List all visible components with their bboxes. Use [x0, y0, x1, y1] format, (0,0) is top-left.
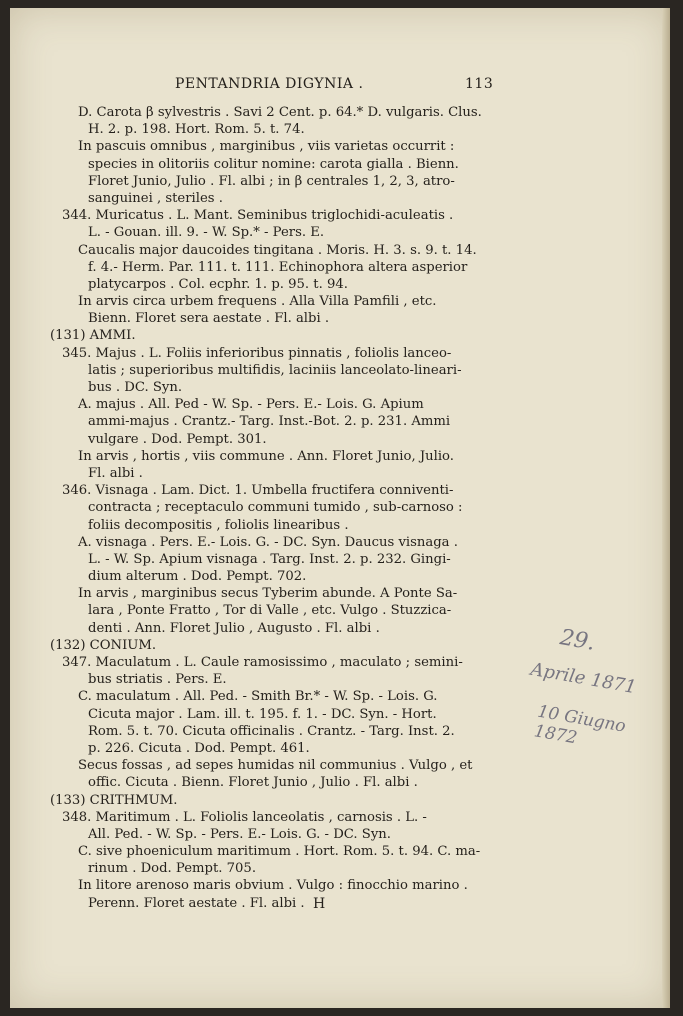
- text-line: D. Carota β sylvestris . Savi 2 Cent. p. 64.* D. vulgaris. Clus.: [78, 105, 482, 120]
- text-line: 347. Maculatum . L. Caule ramosissimo , maculato ; semini-: [62, 655, 463, 670]
- text-line: In arvis , marginibus secus Tyberim abunde. A Ponte Sa-: [78, 586, 458, 602]
- text-line: All. Ped. - W. Sp. - Pers. E.- Lois. G. - DC. Syn.: [88, 826, 391, 842]
- text-line: Cicuta major . Lam. ill. t. 195. f. 1. - DC. Syn. - Hort.: [88, 706, 437, 722]
- text-line: bus striatis . Pers. E.: [88, 672, 227, 688]
- text-line: A. visnaga . Pers. E.- Lois. G. - DC. Syn. Daucus visnaga .: [78, 534, 458, 550]
- text-line: Perenn. Floret aestate . Fl. albi .: [88, 895, 305, 911]
- text-line: C. maculatum . All. Ped. - Smith Br.* - W. Sp. - Lois. G.: [78, 689, 438, 705]
- text-line: species in olitoriis colitur nomine: carota gialla . Bienn.: [88, 156, 459, 172]
- handwritten-note: Aprile 1871: [528, 658, 638, 699]
- text-line: platycarpos . Col. ecphr. 1. p. 95. t. 94.: [88, 276, 348, 292]
- text-line: 345. Majus . L. Foliis inferioribus pinnatis , foliolis lanceo-: [62, 345, 452, 361]
- text-line: foliis decompositis , foliolis linearibus .: [88, 517, 349, 533]
- text-line: dium alterum . Dod. Pempt. 702.: [88, 569, 307, 585]
- text-line: rinum . Dod. Pempt. 705.: [88, 861, 257, 877]
- text-line: denti . Ann. Floret Julio , Augusto . Fl. albi .: [88, 620, 380, 636]
- text-line: contracta ; receptaculo communi tumido , sub-carnoso :: [88, 500, 463, 516]
- book-page: [10, 8, 670, 1008]
- text-line: In arvis circa urbem frequens . Alla Villa Pamfili , etc.: [78, 294, 437, 310]
- signature-mark: H: [313, 896, 326, 912]
- text-line: Caucalis major daucoides tingitana . Moris. H. 3. s. 9. t. 14.: [78, 242, 477, 258]
- handwritten-note: 10 Giugno 1872: [532, 701, 628, 749]
- text-line: H. 2. p. 198. Hort. Rom. 5. t. 74.: [88, 122, 305, 138]
- running-title: PENTANDRIA DIGYNIA .: [175, 76, 364, 92]
- text-line: Bienn. Floret sera aestate . Fl. albi .: [88, 311, 330, 327]
- text-line: Fl. albi .: [88, 465, 143, 481]
- text-line: 348. Maritimum . L. Foliolis lanceolatis , carnosis . L. -: [62, 809, 427, 825]
- text-line: Rom. 5. t. 70. Cicuta officinalis . Crantz. - Targ. Inst. 2.: [88, 723, 455, 739]
- text-line: offic. Cicuta . Bienn. Floret Junio , Julio . Fl. albi .: [88, 775, 418, 791]
- text-line: L. - W. Sp. Apium visnaga . Targ. Inst. 2. p. 232. Gingi-: [88, 551, 451, 567]
- page-edge: [662, 8, 670, 1008]
- text-line: 344. Muricatus . L. Mant. Seminibus triglochidi-aculeatis .: [62, 208, 454, 224]
- text-line: f. 4.- Herm. Par. 111. t. 111. Echinophora altera asperior: [88, 259, 468, 275]
- text-line: A. majus . All. Ped - W. Sp. - Pers. E.- Lois. G. Apium: [78, 397, 424, 413]
- text-line: bus . DC. Syn.: [88, 380, 183, 395]
- text-line: In arvis , hortis , viis commune . Ann. Floret Junio, Julio.: [78, 448, 454, 464]
- page-body: [50, 104, 510, 912]
- text-line: (132) CONIUM.: [50, 637, 157, 653]
- handwritten-note: 29.: [558, 625, 597, 656]
- text-line: (133) CRITHMUM.: [50, 792, 178, 808]
- text-line: L. - Gouan. ill. 9. - W. Sp.* - Pers. E.: [88, 225, 325, 241]
- text-line: Floret Junio, Julio . Fl. albi ; in β centrales 1, 2, 3, atro-: [88, 173, 455, 189]
- text-line: (131) AMMI.: [50, 328, 136, 344]
- text-line: sanguinei , steriles .: [88, 190, 223, 206]
- page-number: 113: [465, 76, 494, 92]
- text-line: latis ; superioribus multifidis, laciniis lanceolato-lineari-: [88, 362, 462, 378]
- text-line: Secus fossas , ad sepes humidas nil communius . Vulgo , et: [78, 758, 473, 774]
- text-line: C. sive phoeniculum maritimum . Hort. Rom. 5. t. 94. C. ma-: [78, 844, 481, 860]
- text-line: lara , Ponte Fratto , Tor di Valle , etc. Vulgo . Stuzzica-: [88, 603, 452, 619]
- text-line: p. 226. Cicuta . Dod. Pempt. 461.: [88, 740, 310, 756]
- text-line: 346. Visnaga . Lam. Dict. 1. Umbella fructifera conniventi-: [62, 483, 454, 499]
- text-line: In litore arenoso maris obvium . Vulgo : finocchio marino .: [78, 878, 468, 894]
- text-line: vulgare . Dod. Pempt. 301.: [88, 431, 267, 447]
- text-line: ammi-majus . Crantz.- Targ. Inst.-Bot. 2. p. 231. Ammi: [88, 414, 451, 430]
- text-line: In pascuis omnibus , marginibus , viis varietas occurrit :: [78, 139, 455, 155]
